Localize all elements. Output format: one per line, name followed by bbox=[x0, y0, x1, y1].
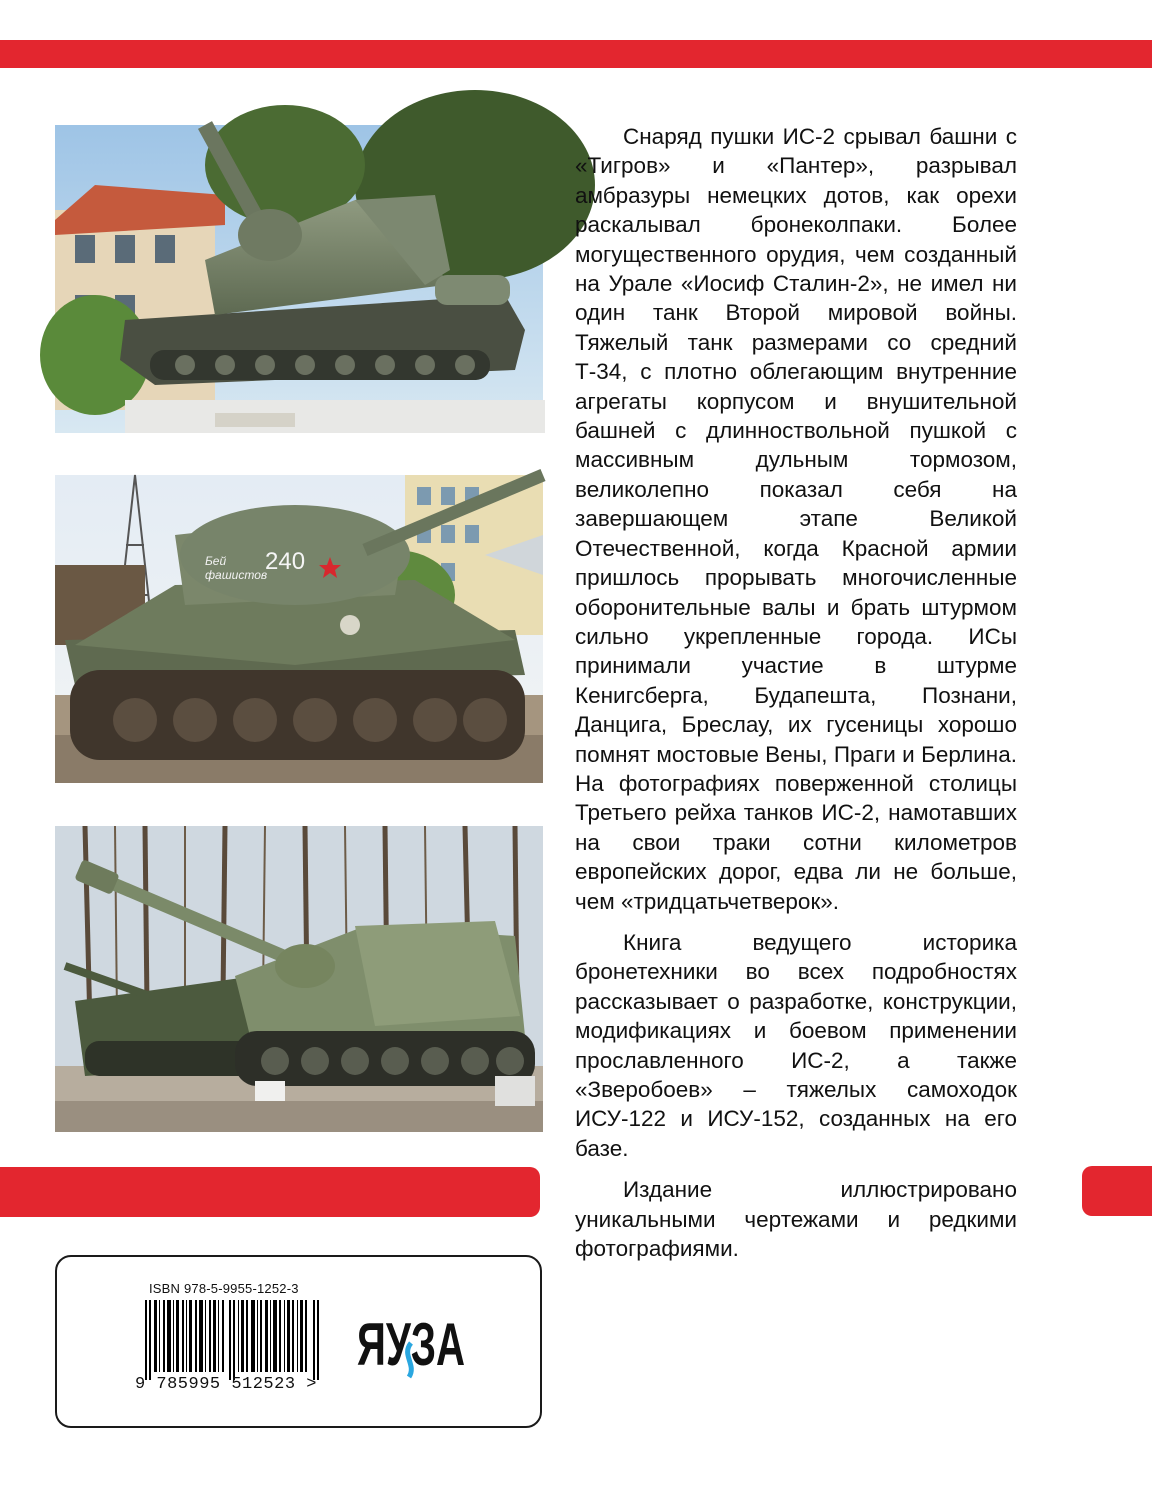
paragraph-1: Снаряд пушки ИС-2 срывал башни с «Тигров» и «Пантер», разрывал амбразуры немецких дотов, как орехи раскалывал бронеколпаки. Более могущественного орудия, чем созданный на Урале «Иосиф Сталин-2», не имел ни один танк Второй мировой войны. Тяжелый танк размерами со средний Т-34, с плотно облегающим внутренние агрегаты корпусом и внушительной башней с длинноствольной пушкой с массивным дульным тормозом, великолепно показал себя на завершающем этапе Великой Отечественной, когда Красной армии пришлось прорывать многочисленные оборонительные валы и брать штурмом сильно укрепленные города. ИСы принимали участие в штурме Кенигсберга, Будапешта, Познани, Данцига, Бреслау, их гусеницы хорошо помнят мостовые Вены, Праги и Берлина. На фотографиях поверженной столицы Третьего рейха танков ИС-2, намотавших на свои траки сотни километров европейских дорог, едва ли не больше, чем «тридцатьчетверок». bbox=[575, 124, 1017, 914]
middle-red-band bbox=[0, 1167, 540, 1217]
photo-isu-museum-park bbox=[55, 826, 543, 1132]
isbn-number: ISBN 978-5-9955-1252-3 bbox=[149, 1281, 299, 1296]
photo-is2-tank-240 bbox=[55, 475, 543, 783]
tank-slogan-line2: фашистов bbox=[205, 568, 268, 582]
top-red-band bbox=[0, 40, 1152, 68]
barcode-digits: 9 785995 512523 > bbox=[135, 1375, 317, 1394]
tank-number: 240 bbox=[265, 548, 306, 575]
paragraph-3: Издание иллюстрировано уникальными чертежами и редкими фотографиями. bbox=[575, 1177, 1017, 1262]
photo-isu-monument bbox=[55, 125, 543, 433]
right-red-tab bbox=[1082, 1166, 1152, 1216]
publisher-logo bbox=[357, 1295, 467, 1390]
paragraph-2: Книга ведущего историка бронетехники во всех подробностях рассказывает о разработке, конструкции, модификациях и боевом применении прославленного ИС-2, а также «Зверобоев» – тяжелых самоходок ИСУ-122 и ИСУ-152, созданных на его базе. bbox=[575, 929, 1017, 1161]
barcode-bars bbox=[145, 1300, 320, 1380]
description-text bbox=[575, 122, 1017, 1275]
barcode-panel bbox=[55, 1255, 542, 1428]
publisher-logo-text: ЯУЗА bbox=[357, 1311, 465, 1378]
tank-slogan-line1: Бей bbox=[205, 554, 227, 568]
